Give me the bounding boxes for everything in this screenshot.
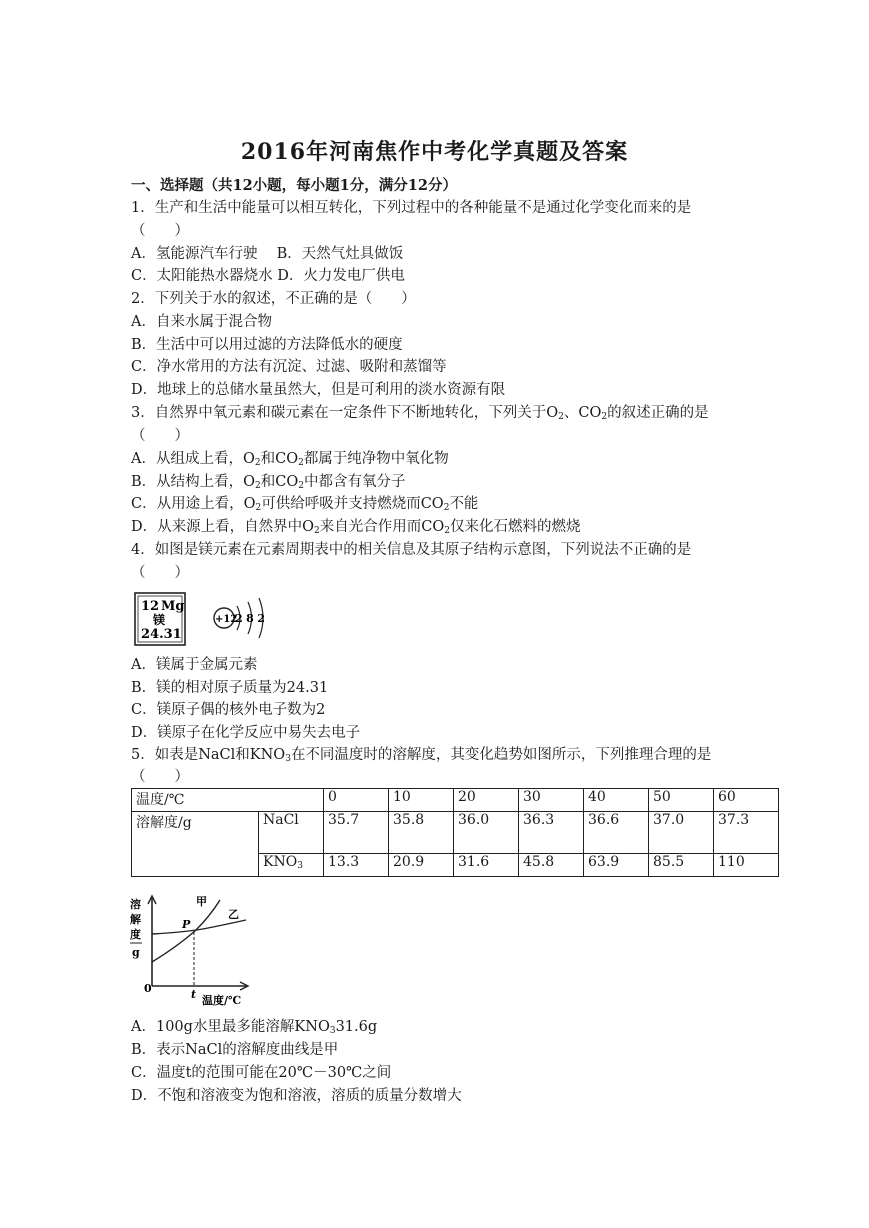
axis-label-y-2: 解 xyxy=(130,913,141,926)
label-t: t xyxy=(191,988,197,1001)
q5-option-d: D．不饱和溶液变为饱和溶液，溶质的质量分数增大 xyxy=(131,1088,462,1104)
table-cell: 110 xyxy=(714,853,779,876)
table-cell: 36.6 xyxy=(584,812,649,854)
q4-blank: （ ） xyxy=(131,565,189,581)
periodic-table-cell xyxy=(135,593,185,645)
q3-option-d: D．从来源上看，自然界中$O_2$来自光合作用而$CO_2$仅来化石燃料的燃烧 xyxy=(131,519,581,536)
element-name: 镁 xyxy=(153,613,166,627)
table-cell: 30 xyxy=(519,789,584,812)
table-cell: 85.5 xyxy=(649,853,714,876)
q4-stem: 4．如图是镁元素在元素周期表中的相关信息及其原子结构示意图，下列说法不正确的是 xyxy=(131,542,692,558)
table-cell: 13.3 xyxy=(324,853,389,876)
atomic-number: 12 xyxy=(141,599,160,614)
q3-blank: （ ） xyxy=(131,428,189,444)
q5-blank: （ ） xyxy=(131,769,189,785)
q5-option-c: C．温度t的范围可能在20℃－30℃之间 xyxy=(131,1065,392,1081)
label-origin: 0 xyxy=(144,982,152,995)
element-symbol: Mg xyxy=(161,599,185,614)
label-jia: 甲 xyxy=(196,895,207,908)
q3-option-a: A．从组成上看，$O_2$和$CO_2$都属于纯净物中氧化物 xyxy=(131,451,449,468)
q2-option-d: D．地球上的总储水量虽然大，但是可利用的淡水资源有限 xyxy=(131,382,506,398)
axis-label-y-1: 溶 xyxy=(130,898,141,911)
table-cell: 20 xyxy=(454,789,519,812)
axis-label-y-3: 度 xyxy=(130,928,141,941)
q3-option-c: C．从用途上看，$O_2$可供给呼吸并支持燃烧而$CO_2$不能 xyxy=(131,496,479,513)
q3-option-b: B．从结构上看，$O_2$和$CO_2$中都含有氧分子 xyxy=(131,474,406,491)
table-cell: 63.9 xyxy=(584,853,649,876)
q2-option-c: C．净水常用的方法有沉淀、过滤、吸附和蒸馏等 xyxy=(131,359,447,375)
table-cell: 20.9 xyxy=(389,853,454,876)
q4-option-b: B．镁的相对原子质量为24.31 xyxy=(131,680,329,696)
section-heading: 一、选择题（共12小题，每小题1分，满分12分） xyxy=(131,177,457,194)
table-cell: 35.7 xyxy=(324,812,389,854)
table-row-label-nacl: NaCl xyxy=(259,812,324,854)
q2-option-a: A．自来水属于混合物 xyxy=(131,314,272,330)
q4-option-c: C．镁原子偶的核外电子数为2 xyxy=(131,702,326,718)
q2-option-b: B．生活中可以用过滤的方法降低水的硬度 xyxy=(131,337,403,353)
table-row-label-kno3: $KNO_3$ xyxy=(259,853,324,876)
label-p: P xyxy=(182,918,191,931)
q4-option-d: D．镁原子在化学反应中易失去电子 xyxy=(131,725,361,741)
q1-blank: （ ） xyxy=(131,223,189,239)
table-cell: 60 xyxy=(714,789,779,812)
q1-stem: 1．生产和生活中能量可以相互转化，下列过程中的各种能量不是通过化学变化而来的是 xyxy=(131,200,692,216)
nucleus-charge: +12 xyxy=(215,614,238,625)
q4-option-a: A．镁属于金属元素 xyxy=(131,657,258,673)
magnesium-figure xyxy=(131,590,281,650)
table-header-solubility: 溶解度/g xyxy=(132,812,259,877)
table-cell: 37.0 xyxy=(649,812,714,854)
table-cell: 0 xyxy=(324,789,389,812)
table-cell: 36.3 xyxy=(519,812,584,854)
q1-options-ab: A．氢能源汽车行驶 B．天然气灶具做饭 xyxy=(131,246,404,262)
label-yi: 乙 xyxy=(228,908,239,921)
table-cell: 10 xyxy=(389,789,454,812)
solubility-table xyxy=(131,788,806,877)
electron-shells: 2 8 2 xyxy=(235,612,265,625)
table-row-temperature xyxy=(132,789,806,812)
table-cell: 36.0 xyxy=(454,812,519,854)
table-cell: 45.8 xyxy=(519,853,584,876)
table-cell: 35.8 xyxy=(389,812,454,854)
table-cell: 50 xyxy=(649,789,714,812)
q5-stem: 5．如表是NaCl和$KNO_3$在不同温度时的溶解度，其变化趋势如图所示，下列推理合理的是 xyxy=(131,747,712,764)
table-header-temperature: 温度/℃ xyxy=(132,789,324,812)
atomic-structure-diagram xyxy=(214,598,265,638)
q2-stem: 2．下列关于水的叙述，不正确的是（ ） xyxy=(131,291,416,307)
solubility-curve-graph xyxy=(128,892,258,1010)
table-row-nacl xyxy=(132,812,806,854)
table-cell: 31.6 xyxy=(454,853,519,876)
q5-option-b: B．表示NaCl的溶解度曲线是甲 xyxy=(131,1042,339,1058)
q3-stem: 3．自然界中氧元素和碳元素在一定条件下不断地转化，下列关于$O_2$、$CO_2$的叙述正确的是 xyxy=(131,405,709,422)
table-cell: 40 xyxy=(584,789,649,812)
page-title: 2016年河南焦作中考化学真题及答案 xyxy=(240,139,629,165)
axis-label-y-4: g xyxy=(132,946,140,959)
atomic-mass: 24.31 xyxy=(141,627,182,642)
q1-options-cd: C．太阳能热水器烧水 D．火力发电厂供电 xyxy=(131,268,405,284)
q5-option-a: A．100g水里最多能溶解$KNO_331.6g$ xyxy=(131,1019,378,1036)
table-cell: 37.3 xyxy=(714,812,779,854)
axis-label-x: 温度/℃ xyxy=(202,994,242,1007)
